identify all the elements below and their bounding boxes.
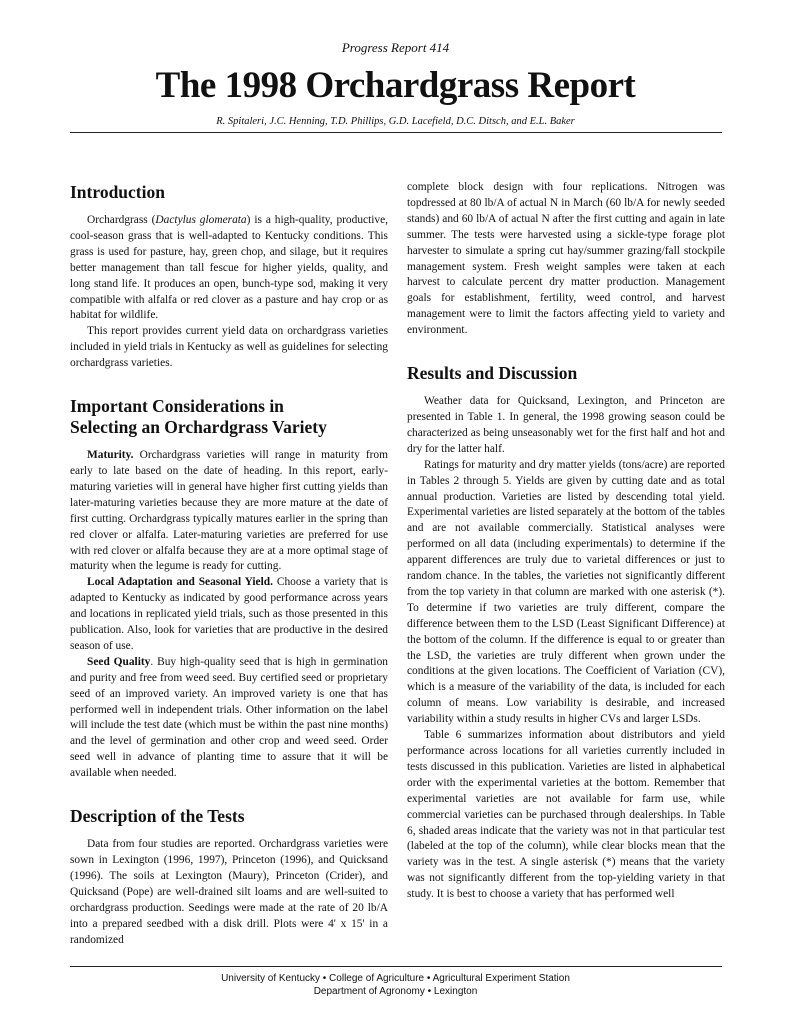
section-heading-results: Results and Discussion	[407, 363, 578, 384]
footer	[0, 972, 791, 998]
footer-line-1: University of Kentucky • College of Agriculture • Agricultural Experiment Station	[221, 973, 570, 984]
author-list: R. Spitaleri, J.C. Henning, T.D. Phillips, G.D. Lacefield, D.C. Ditsch, and E.L. Baker	[216, 116, 575, 127]
intro-paragraph-2: This report provides current yield data on orchardgrass varieties included in yield trials in Kentucky as well as guidelines for selecting orchardgrass varieties.	[70, 325, 388, 370]
header-divider	[70, 132, 722, 133]
adaptation-label: Local Adaptation and Seasonal Yield.	[87, 576, 273, 589]
footer-line-2: Department of Agronomy • Lexington	[313, 986, 478, 997]
results-paragraph-2: Ratings for maturity and dry matter yields (tons/acre) are reported in Tables 2 through 5. Yields are given by cutting date and as total annual production. Varieties are listed by descending total yield. Experimental varieties are listed separately at the bottom of the tables and are not available commercially. Statistical analyses were performed on all data (including experimentals) to determine if the apparent differences are truly due to varietal differences or just to random chance. In the tables, the varieties not significantly different from the top variety in that column are marked with one asterisk (*). To determine if two varieties are truly different, compare the difference between them to the LSD (Least Significant Difference) at the bottom of the column. If the difference is equal to or greater than the LSD, the varieties are truly different when grown under the conditions at the given locations. The Coefficient of Variation (CV), which is a measure of the variability of the data, is included for each column of means. Low variability is desirable, and increased variability within a study results in higher CVs and larger LSDs.	[407, 458, 725, 726]
page-title: The 1998 Orchardgrass Report	[155, 65, 636, 106]
considerations-heading-line-2: Selecting an Orchardgrass Variety	[70, 417, 327, 438]
adaptation-paragraph	[70, 575, 388, 655]
section-heading-tests: Description of the Tests	[70, 806, 245, 827]
considerations-heading-line-1: Important Considerations in	[70, 396, 284, 417]
intro-p1-text-start: Orchardgrass (	[87, 214, 156, 226]
section-heading-considerations	[70, 396, 388, 438]
footer-divider	[70, 966, 722, 967]
intro-paragraph-1	[70, 213, 388, 324]
maturity-text: Orchardgrass varieties will range in maturity from early to late based on the date of heading. In this report, early-maturing varieties will in general have higher first cutting yields than later-maturing varieties because they are more mature at the date of first cutting. Orchardgrass typically matures earlier in the spring than red clover or alfalfa. Later-maturing varieties are preferred for use with red clover or alfalfa because they are at a more optimal stage of maturity when the legume is ready for cutting.	[70, 449, 388, 573]
tests-paragraph-1-continued: complete block design with four replications. Nitrogen was topdressed at 80 lb/A of actual N in March (60 lb/A for newly seeded stands) and 60 lb/A of actual N after the first cutting and again in late summer. The tests were harvested using a sickle-type forage plot harvester to simulate a spring cut hay/summer grazing/fall stockpile management system. Fresh weight samples were taken at each harvest to calculate percent dry matter production. Management goals for establishment, fertility, weed control, and harvest management were to limit the factors affecting yield to variety and environment.	[407, 181, 725, 337]
adaptation-text: Choose a variety that is adapted to Kentucky as indicated by good performance across years and locations in replicated yield trials, such as those presented in this publication. Also, look for varieties that are productive in the desired season of use.	[70, 576, 388, 652]
results-paragraph-3: Table 6 summarizes information about distributors and yield performance across locations for all varieties currently included in tests discussed in this publication. Varieties are listed in alphabetical order with the experimental varieties at the bottom. Remember that experimental varieties are not available for farm use, while commercial varieties can be purchased through dealerships. In Table 6, shaded areas indicate that the variety was not in that particular test (labeled at the top of the column), while clear blocks mean that the variety was in the test. A single asterisk (*) means that the variety was not significantly different from the top-yielding variety in that study. It is best to choose a variety that has performed well	[407, 729, 725, 901]
seed-quality-label: Seed Quality	[87, 655, 151, 668]
results-paragraph-1: Weather data for Quicksand, Lexington, and Princeton are presented in Table 1. In general, the 1998 growing season could be characterized as being unseasonably wet for the first half and hot and dry for the latter half.	[407, 395, 725, 455]
species-name: Dactylus glomerata	[155, 214, 247, 226]
left-column	[70, 182, 388, 948]
intro-p1-text-end: ) is a high-quality, productive, cool-season grass that is well-adapted to Kentucky conditions. This grass is used for pasture, hay, green chop, and silage, but it requires better management than tall fescue for higher yields, quality, and long stand life. It produces an open, bunch-type sod, making it very compatible with alfalfa or red clover as a pasture and hay crop or as habitat for wildlife.	[70, 214, 388, 322]
seed-quality-paragraph	[70, 655, 388, 782]
seed-quality-text: . Buy high-quality seed that is high in germination and purity and free from weed seed. Buy certified seed or proprietary seed of an improved variety. An improved variety is one that has performed well in independent trials. Other information on the label will include the test date (which must be within the past nine months) and the level of germination and other crop and weed seed. Order seed well in advance of planting time to assure that it will be available when needed.	[70, 655, 388, 780]
maturity-label: Maturity.	[87, 449, 134, 462]
section-heading-introduction: Introduction	[70, 182, 165, 202]
maturity-paragraph	[70, 448, 388, 575]
tests-paragraph-1: Data from four studies are reported. Orchardgrass varieties were sown in Lexington (1996, 1997), Princeton (1996), and Quicksand (1996). The soils at Lexington (Maury), Princeton (Crider), and Quicksand (Pope) are well-drained silt loams and are well-suited to orchardgrass production. Seedings were made at the rate of 20 lb/A into a prepared seedbed with a disk drill. Plots were 4' x 15' in a randomized	[70, 838, 388, 946]
report-number: Progress Report 414	[341, 40, 450, 55]
right-column	[407, 180, 725, 903]
